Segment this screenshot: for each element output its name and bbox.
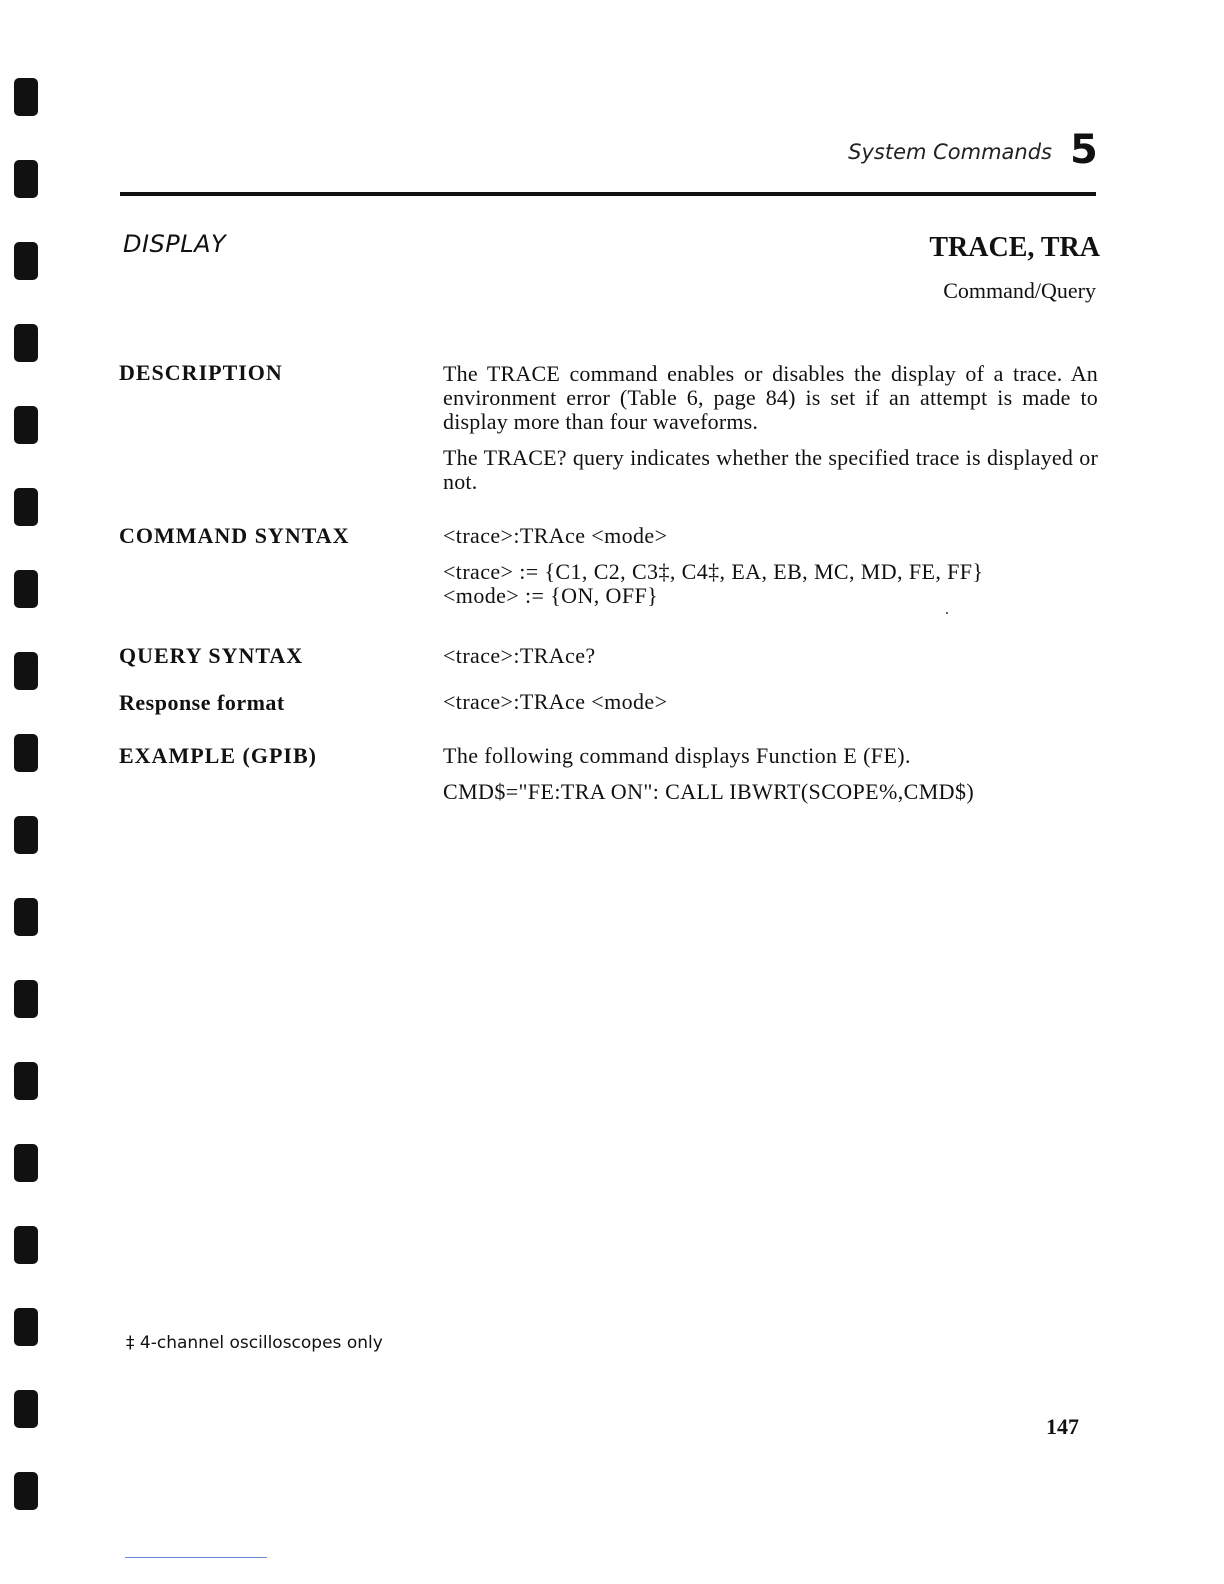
syntax-line: <trace>:TRAce? bbox=[443, 643, 596, 668]
example-code: CMD$="FE:TRA ON": CALL IBWRT(SCOPE%,CMD$) bbox=[443, 779, 975, 804]
command-name: TRACE, TRA bbox=[929, 232, 1100, 263]
scan-artifact-line bbox=[125, 1557, 267, 1558]
page-number: 147 bbox=[1046, 1414, 1079, 1439]
description-label: DESCRIPTION bbox=[119, 360, 283, 385]
example-body bbox=[443, 744, 1098, 804]
punch-hole bbox=[14, 816, 38, 854]
punch-hole bbox=[14, 652, 38, 690]
punch-hole bbox=[14, 1472, 38, 1510]
query-syntax-body bbox=[443, 644, 1098, 668]
description-body bbox=[443, 362, 1098, 494]
header-section-title: System Commands bbox=[848, 140, 1052, 164]
punch-hole bbox=[14, 898, 38, 936]
response-format-body bbox=[443, 690, 1098, 714]
example-text: The following command displays Function E (FE). bbox=[443, 743, 911, 768]
description-paragraph: The TRACE command enables or disables the display of a trace. An environment error (Table 6, page 84) is set if an attempt is made to display more than four waveforms. bbox=[443, 361, 1098, 434]
punch-hole bbox=[14, 78, 38, 116]
punch-hole bbox=[14, 242, 38, 280]
punch-hole bbox=[14, 406, 38, 444]
punch-hole bbox=[14, 488, 38, 526]
example-label: EXAMPLE (GPIB) bbox=[119, 743, 317, 768]
punch-hole bbox=[14, 570, 38, 608]
stray-mark bbox=[946, 612, 948, 614]
binder-punch-holes bbox=[14, 0, 38, 1584]
punch-hole bbox=[14, 980, 38, 1018]
response-format-label: Response format bbox=[119, 690, 285, 715]
description-paragraph: The TRACE? query indicates whether the specified trace is displayed or not. bbox=[443, 445, 1098, 494]
header-chapter-number: 5 bbox=[1070, 127, 1098, 173]
query-syntax-label: QUERY SYNTAX bbox=[119, 643, 304, 668]
punch-hole bbox=[14, 160, 38, 198]
footnote: ‡ 4-channel oscilloscopes only bbox=[126, 1333, 383, 1353]
syntax-line: <trace> := {C1, C2, C3‡, C4‡, EA, EB, MC, MD, FE, FF} bbox=[443, 559, 984, 584]
punch-hole bbox=[14, 1308, 38, 1346]
syntax-line: <trace>:TRAce <mode> bbox=[443, 523, 668, 548]
command-category: DISPLAY bbox=[123, 230, 227, 258]
syntax-line: <mode> := {ON, OFF} bbox=[443, 583, 659, 608]
header-rule bbox=[120, 192, 1096, 196]
punch-hole bbox=[14, 1390, 38, 1428]
command-syntax-body bbox=[443, 524, 1098, 608]
command-syntax-label: COMMAND SYNTAX bbox=[119, 523, 350, 548]
punch-hole bbox=[14, 734, 38, 772]
punch-hole bbox=[14, 1144, 38, 1182]
punch-hole bbox=[14, 1226, 38, 1264]
punch-hole bbox=[14, 324, 38, 362]
syntax-line: <trace>:TRAce <mode> bbox=[443, 689, 668, 714]
punch-hole bbox=[14, 1062, 38, 1100]
command-type: Command/Query bbox=[943, 278, 1096, 303]
